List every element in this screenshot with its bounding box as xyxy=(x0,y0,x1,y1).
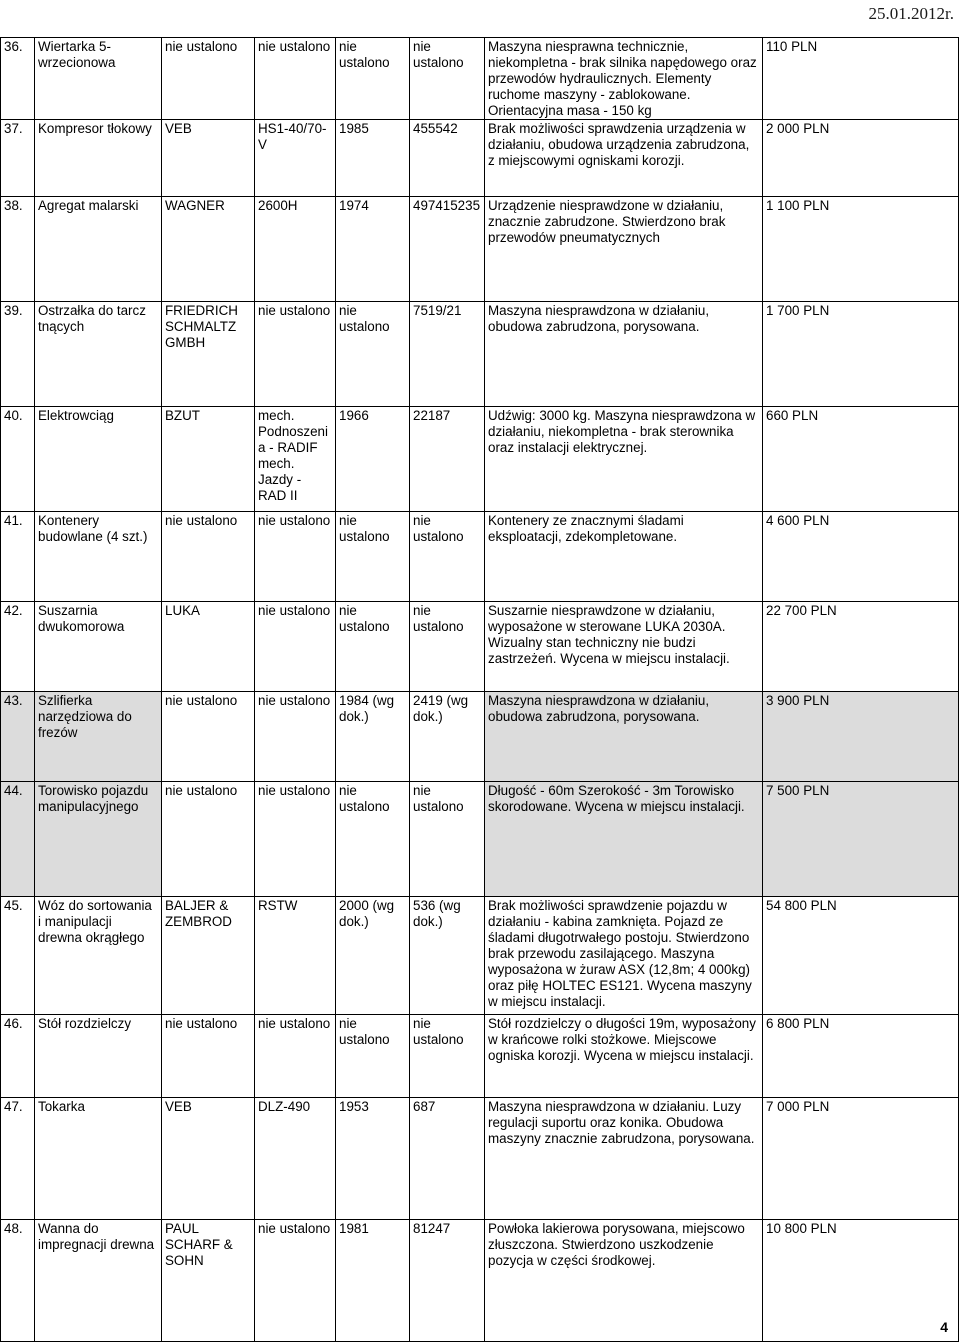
cell-maker: nie ustalono xyxy=(162,512,255,602)
table-row xyxy=(1,602,959,692)
cell-desc: Maszyna niesprawna technicznie, niekompletna - brak silnika napędowego oraz przewodów hydraulicznych. Elementy ruchome maszyny - zablokowane. Orientacyjna masa - 150 kg xyxy=(485,38,763,120)
cell-no: 45. xyxy=(1,897,35,1015)
cell-price: 1 700 PLN xyxy=(763,302,959,407)
cell-type: nie ustalono xyxy=(255,302,336,407)
cell-no: 46. xyxy=(1,1015,35,1098)
cell-price: 3 900 PLN xyxy=(763,692,959,782)
cell-year: 1981 xyxy=(336,1220,410,1342)
cell-price: 660 PLN xyxy=(763,407,959,512)
cell-year: 1974 xyxy=(336,197,410,302)
cell-type: nie ustalono xyxy=(255,692,336,782)
cell-type: nie ustalono xyxy=(255,1015,336,1098)
cell-maker: BZUT xyxy=(162,407,255,512)
cell-price: 110 PLN xyxy=(763,38,959,120)
cell-serial: 455542 xyxy=(410,120,485,197)
cell-serial: 687 xyxy=(410,1098,485,1220)
cell-no: 44. xyxy=(1,782,35,897)
cell-name: Wóz do sortowania i manipulacji drewna okrągłego xyxy=(35,897,162,1015)
cell-year: nie ustalono xyxy=(336,782,410,897)
table-row xyxy=(1,38,959,120)
cell-maker: nie ustalono xyxy=(162,782,255,897)
cell-type: RSTW xyxy=(255,897,336,1015)
cell-name: Stół rozdzielczy xyxy=(35,1015,162,1098)
table-row xyxy=(1,1098,959,1220)
asset-table xyxy=(0,37,959,1342)
cell-serial: nie ustalono xyxy=(410,38,485,120)
table-row xyxy=(1,897,959,1015)
table-row xyxy=(1,1015,959,1098)
cell-year: nie ustalono xyxy=(336,602,410,692)
cell-desc: Maszyna niesprawdzona w działaniu. Luzy regulacji suportu oraz konika. Obudowa maszyny znacznie zabrudzona, porysowana. xyxy=(485,1098,763,1220)
cell-no: 48. xyxy=(1,1220,35,1342)
cell-no: 40. xyxy=(1,407,35,512)
cell-name: Elektrowciąg xyxy=(35,407,162,512)
cell-serial: 22187 xyxy=(410,407,485,512)
cell-serial: 7519/21 xyxy=(410,302,485,407)
cell-desc: Urządzenie niesprawdzone w działaniu, znacznie zabrudzone. Stwierdzono brak przewodów pneumatycznych xyxy=(485,197,763,302)
cell-year: 1985 xyxy=(336,120,410,197)
cell-price: 7 000 PLN xyxy=(763,1098,959,1220)
cell-desc: Brak możliwości sprawdzenie pojazdu w działaniu - kabina zamknięta. Pojazd ze śladami długotrwałego postoju. Stwierdzono brak przewodu zasilającego. Maszyna wyposażona w żuraw ASX (12,8m; 4 000kg) oraz piłę HOLTEC ES121. Wycena maszyny w miejscu instalacji. xyxy=(485,897,763,1015)
cell-year: nie ustalono xyxy=(336,38,410,120)
cell-no: 47. xyxy=(1,1098,35,1220)
table-row xyxy=(1,512,959,602)
cell-type: nie ustalono xyxy=(255,38,336,120)
cell-desc: Brak możliwości sprawdzenia urządzenia w działaniu, obudowa urządzenia zabrudzona, z miejscowymi ogniskami korozji. xyxy=(485,120,763,197)
cell-no: 38. xyxy=(1,197,35,302)
cell-maker: nie ustalono xyxy=(162,38,255,120)
cell-name: Kompresor tłokowy xyxy=(35,120,162,197)
cell-maker: FRIEDRICH SCHMALTZ GMBH xyxy=(162,302,255,407)
cell-name: Wanna do impregnacji drewna xyxy=(35,1220,162,1342)
table-row xyxy=(1,120,959,197)
cell-type: nie ustalono xyxy=(255,512,336,602)
cell-price: 6 800 PLN xyxy=(763,1015,959,1098)
cell-type: 2600H xyxy=(255,197,336,302)
cell-year: 2000 (wg dok.) xyxy=(336,897,410,1015)
table-row xyxy=(1,302,959,407)
page-number: 4 xyxy=(940,1319,948,1335)
cell-price: 1 100 PLN xyxy=(763,197,959,302)
cell-no: 42. xyxy=(1,602,35,692)
cell-maker: BALJER & ZEMBROD xyxy=(162,897,255,1015)
cell-no: 41. xyxy=(1,512,35,602)
cell-type: mech. Podnoszenia - RADIF mech. Jazdy - RAD II xyxy=(255,407,336,512)
cell-price: 4 600 PLN xyxy=(763,512,959,602)
cell-serial: 81247 xyxy=(410,1220,485,1342)
cell-maker: VEB xyxy=(162,120,255,197)
cell-maker: WAGNER xyxy=(162,197,255,302)
cell-serial: 536 (wg dok.) xyxy=(410,897,485,1015)
cell-name: Szlifierka narzędziowa do frezów xyxy=(35,692,162,782)
cell-type: nie ustalono xyxy=(255,602,336,692)
cell-maker: nie ustalono xyxy=(162,1015,255,1098)
table-row xyxy=(1,782,959,897)
cell-no: 37. xyxy=(1,120,35,197)
cell-price: 2 000 PLN xyxy=(763,120,959,197)
cell-serial: nie ustalono xyxy=(410,1015,485,1098)
cell-desc: Stół rozdzielczy o długości 19m, wyposażony w krańcowe rolki stożkowe. Miejscowe ogniska korozji. Wycena w miejscu instalacji. xyxy=(485,1015,763,1098)
cell-desc: Maszyna niesprawdzona w działaniu, obudowa zabrudzona, porysowana. xyxy=(485,302,763,407)
cell-price: 22 700 PLN xyxy=(763,602,959,692)
cell-serial: 497415235 xyxy=(410,197,485,302)
cell-desc: Kontenery ze znacznymi śladami eksploatacji, zdekompletowane. xyxy=(485,512,763,602)
cell-price: 7 500 PLN xyxy=(763,782,959,897)
cell-desc: Maszyna niesprawdzona w działaniu, obudowa zabrudzona, porysowana. xyxy=(485,692,763,782)
table-row xyxy=(1,1220,959,1342)
cell-no: 43. xyxy=(1,692,35,782)
cell-price: 54 800 PLN xyxy=(763,897,959,1015)
cell-desc: Udźwig: 3000 kg. Maszyna niesprawdzona w działaniu, niekompletna - brak sterownika oraz instalacji elektrycznej. xyxy=(485,407,763,512)
cell-serial: nie ustalono xyxy=(410,602,485,692)
cell-year: 1984 (wg dok.) xyxy=(336,692,410,782)
cell-name: Kontenery budowlane (4 szt.) xyxy=(35,512,162,602)
cell-serial: nie ustalono xyxy=(410,512,485,602)
cell-year: nie ustalono xyxy=(336,1015,410,1098)
cell-price: 10 800 PLN xyxy=(763,1220,959,1342)
cell-name: Agregat malarski xyxy=(35,197,162,302)
cell-desc: Powłoka lakierowa porysowana, miejscowo złuszczona. Stwierdzono uszkodzenie pozycja w części środkowej. xyxy=(485,1220,763,1342)
cell-type: nie ustalono xyxy=(255,1220,336,1342)
cell-type: HS1-40/70-V xyxy=(255,120,336,197)
document-date: 25.01.2012r. xyxy=(868,4,954,23)
cell-maker: PAUL SCHARF & SOHN xyxy=(162,1220,255,1342)
cell-maker: LUKA xyxy=(162,602,255,692)
cell-maker: VEB xyxy=(162,1098,255,1220)
cell-maker: nie ustalono xyxy=(162,692,255,782)
cell-name: Suszarnia dwukomorowa xyxy=(35,602,162,692)
table-row xyxy=(1,407,959,512)
cell-year: nie ustalono xyxy=(336,512,410,602)
table-row xyxy=(1,692,959,782)
cell-name: Tokarka xyxy=(35,1098,162,1220)
table-row xyxy=(1,197,959,302)
cell-type: nie ustalono xyxy=(255,782,336,897)
cell-serial: 2419 (wg dok.) xyxy=(410,692,485,782)
cell-desc: Suszarnie niesprawdzone w działaniu, wyposażone w sterowane LUKA 2030A. Wizualny stan techniczny nie budzi zastrzeżeń. Wycena w miejscu instalacji. xyxy=(485,602,763,692)
cell-name: Wiertarka 5-wrzecionowa xyxy=(35,38,162,120)
cell-no: 36. xyxy=(1,38,35,120)
cell-no: 39. xyxy=(1,302,35,407)
cell-type: DLZ-490 xyxy=(255,1098,336,1220)
cell-name: Ostrzałka do tarcz tnących xyxy=(35,302,162,407)
cell-year: nie ustalono xyxy=(336,302,410,407)
cell-desc: Długość - 60m Szerokość - 3m Torowisko skorodowane. Wycena w miejscu instalacji. xyxy=(485,782,763,897)
cell-name: Torowisko pojazdu manipulacyjnego xyxy=(35,782,162,897)
cell-year: 1966 xyxy=(336,407,410,512)
cell-serial: nie ustalono xyxy=(410,782,485,897)
cell-year: 1953 xyxy=(336,1098,410,1220)
